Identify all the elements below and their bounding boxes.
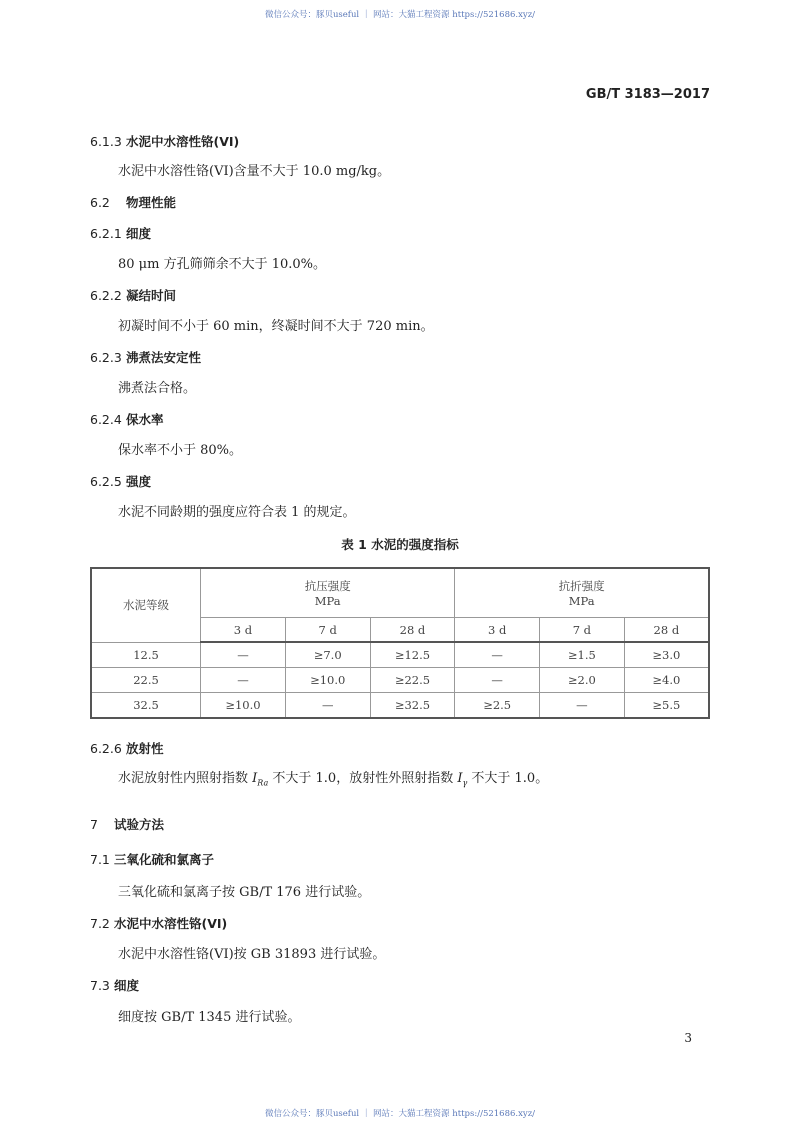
heading-6-2-1: 6.2.1 细度: [90, 226, 152, 241]
para-6-2-3: 沸煮法合格。: [118, 381, 197, 396]
para-6-2-1: 80 μm 方孔筛筛余不大于 10.0%。: [118, 257, 327, 272]
para-6-1-3: 水泥中水溶性铬(VI)含量不大于 10.0 mg/kg。: [118, 164, 391, 179]
cell: —: [540, 693, 625, 719]
cell: —: [455, 642, 540, 668]
cell: 32.5: [91, 693, 201, 719]
cell: ≥10.0: [201, 693, 286, 719]
para-6-2-6: 水泥放射性内照射指数 $I_{Ra}$ 不大于 1.0，放射性外照射指数 $I_\gamma$ 不大于 1.0。: [118, 771, 549, 788]
age-header: 28 d: [624, 618, 709, 643]
heading-6-2-4: 6.2.4 保水率: [90, 412, 164, 427]
para-7-2: 水泥中水溶性铬(VI)按 GB 31893 进行试验。: [118, 947, 386, 962]
heading-7-2: 7.2 水泥中水溶性铬(VI): [90, 916, 228, 931]
heading-7-1: 7.1 三氧化硫和氯离子: [90, 852, 215, 867]
cell: —: [455, 668, 540, 693]
cell: ≥5.5: [624, 693, 709, 719]
age-header: 3 d: [455, 618, 540, 643]
cell: ≥3.0: [624, 642, 709, 668]
para-6-2-2: 初凝时间不小于 60 min，终凝时间不大于 720 min。: [118, 319, 434, 334]
page-number: 3: [684, 1031, 692, 1045]
strength-table: [90, 567, 710, 719]
table-row: [91, 668, 709, 693]
compressive-header: 抗压强度 MPa: [201, 568, 455, 618]
heading-6-1-3: 6.1.3 水泥中水溶性铬(VI): [90, 134, 240, 149]
age-header: 3 d: [201, 618, 286, 643]
heading-6-2-5: 6.2.5 强度: [90, 474, 152, 489]
cell: ≥2.5: [455, 693, 540, 719]
grade-header: 水泥等级: [91, 568, 201, 642]
heading-7: 7 试验方法: [90, 817, 165, 832]
table-row: [91, 693, 709, 719]
age-header: 28 d: [370, 618, 455, 643]
cell: ≥7.0: [285, 642, 370, 668]
table-caption: 表 1 水泥的强度指标: [341, 537, 459, 552]
cell: 12.5: [91, 642, 201, 668]
cell: ≥32.5: [370, 693, 455, 719]
age-header: 7 d: [540, 618, 625, 643]
cell: ≥4.0: [624, 668, 709, 693]
heading-6-2-3: 6.2.3 沸煮法安定性: [90, 350, 202, 365]
watermark-bottom: 微信公众号：豚贝useful ｜ 网站：大猫工程资源 https://521686.xyz/: [264, 1109, 536, 1119]
cell: —: [285, 693, 370, 719]
cell: —: [201, 642, 286, 668]
heading-6-2: 6.2 物理性能: [90, 195, 177, 210]
watermark-top: 微信公众号：豚贝useful ｜ 网站：大猫工程资源 https://521686.xyz/: [264, 10, 536, 20]
cell: ≥10.0: [285, 668, 370, 693]
cell: ≥22.5: [370, 668, 455, 693]
cell: —: [201, 668, 286, 693]
heading-6-2-2: 6.2.2 凝结时间: [90, 288, 177, 303]
age-header: 7 d: [285, 618, 370, 643]
cell: ≥2.0: [540, 668, 625, 693]
para-7-3: 细度按 GB/T 1345 进行试验。: [118, 1010, 301, 1025]
cell: ≥12.5: [370, 642, 455, 668]
flexural-header: 抗折强度 MPa: [455, 568, 709, 618]
table-row: [91, 642, 709, 668]
heading-6-2-6: 6.2.6 放射性: [90, 741, 164, 756]
cell: ≥1.5: [540, 642, 625, 668]
para-6-2-4: 保水率不小于 80%。: [118, 443, 243, 458]
para-7-1: 三氧化硫和氯离子按 GB/T 176 进行试验。: [118, 885, 371, 900]
cell: 22.5: [91, 668, 201, 693]
para-6-2-5: 水泥不同龄期的强度应符合表 1 的规定。: [118, 505, 356, 520]
heading-7-3: 7.3 细度: [90, 978, 140, 993]
standard-number: GB/T 3183—2017: [585, 87, 710, 102]
